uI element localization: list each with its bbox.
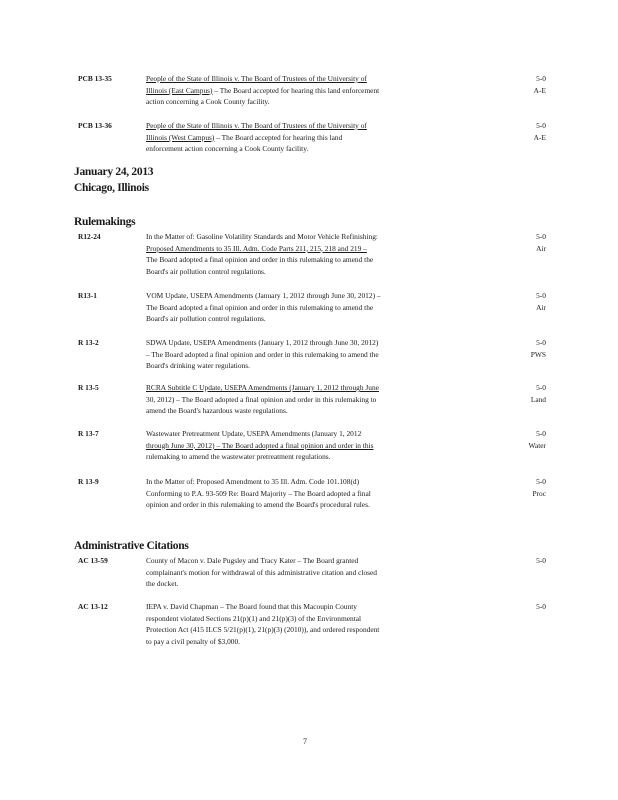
vote-count: 5-0 xyxy=(536,121,546,130)
citation-line: IEPA v. David Chapman – The Board found that this Macoupin County xyxy=(146,602,357,611)
vote-tally xyxy=(500,73,546,96)
case-line: enforcement action concerning a Cook County facility. xyxy=(146,144,309,154)
rulemaking-line: Board's air pollution control regulations. xyxy=(146,314,266,324)
docket-number: R 13-5 xyxy=(78,383,99,392)
vote-tally xyxy=(500,290,546,313)
rulemaking-description xyxy=(146,231,458,277)
docket-number: R 13-7 xyxy=(78,429,99,438)
vote-category: PWS xyxy=(530,349,546,359)
rulemaking-line: Proposed Amendments to 35 Ill. Adm. Code Parts 211, 215, 218 and 219 – xyxy=(146,243,367,253)
vote-tally xyxy=(500,428,546,451)
case-number: PCB 13-36 xyxy=(78,121,112,130)
vote-count: 5-0 xyxy=(536,602,546,611)
rulemaking-line: Board's drinking water regulations. xyxy=(146,361,250,371)
case-line: Illinois (West Campus) – The Board accepted for hearing this land xyxy=(146,132,343,142)
rulemaking-line: opinion and order in this rulemaking to amend the Board's procedural rules. xyxy=(146,500,370,510)
citation-description xyxy=(146,555,458,590)
rulemaking-description xyxy=(146,476,458,511)
section-heading-administrative-citations: Administrative Citations xyxy=(74,540,189,552)
case-line: People of the State of Illinois v. The Board of Trustees of the University of xyxy=(146,74,367,83)
section-heading-rulemakings: Rulemakings xyxy=(74,216,136,228)
rulemaking-description xyxy=(146,428,458,463)
rulemaking-description xyxy=(146,337,458,372)
meeting-date: January 24, 2013 xyxy=(74,166,154,178)
vote-count: 5-0 xyxy=(536,74,546,83)
citation-line: complainant's motion for withdrawal of this administrative citation and closed xyxy=(146,567,378,577)
citation-line: respondent violated Sections 21(p)(1) and 21(p)(3) of the Environmental xyxy=(146,613,362,623)
vote-category: Air xyxy=(536,302,546,312)
docket-number: R 13-9 xyxy=(78,477,99,486)
vote-tally xyxy=(500,231,546,254)
vote-count: 5-0 xyxy=(536,291,546,300)
vote-category: Air xyxy=(536,243,546,253)
rulemaking-line: Wastewater Pretreatment Update, USEPA Amendments (January 1, 2012 xyxy=(146,429,362,438)
citation-number: AC 13-12 xyxy=(78,602,108,611)
rulemaking-line: – The Board adopted a final opinion and order in this rulemaking to amend the xyxy=(146,349,379,359)
rulemaking-line: Conforming to P.A. 93-509 Re: Board Majority – The Board adopted a final xyxy=(146,488,371,498)
rulemaking-line: The Board adopted a final opinion and order in this rulemaking to amend the xyxy=(146,302,374,312)
rulemaking-line: In the Matter of: Gasoline Volatility Standards and Motor Vehicle Refinishing: xyxy=(146,232,378,241)
page-number: 7 xyxy=(303,737,307,746)
vote-category: Water xyxy=(528,440,546,450)
vote-category: A-E xyxy=(533,132,546,142)
rulemaking-line: In the Matter of: Proposed Amendment to 35 Ill. Adm. Code 101.108(d) xyxy=(146,477,360,486)
vote-tally xyxy=(500,555,546,567)
case-number: PCB 13-35 xyxy=(78,74,112,83)
rulemaking-line: Board's air pollution control regulations. xyxy=(146,266,266,276)
vote-count: 5-0 xyxy=(536,338,546,347)
docket-number: R 13-2 xyxy=(78,338,99,347)
vote-count: 5-0 xyxy=(536,383,546,392)
vote-tally xyxy=(500,601,546,613)
rulemaking-line: rulemaking to amend the wastewater pretreatment regulations. xyxy=(146,452,331,462)
vote-tally xyxy=(500,382,546,405)
rulemaking-description xyxy=(146,382,458,417)
vote-tally xyxy=(500,476,546,499)
vote-count: 5-0 xyxy=(536,477,546,486)
vote-count: 5-0 xyxy=(536,429,546,438)
case-line: People of the State of Illinois v. The Board of Trustees of the University of xyxy=(146,121,367,130)
rulemaking-line: RCRA Subtitle C Update, USEPA Amendments (January 1, 2012 through June xyxy=(146,383,379,392)
rulemaking-line: SDWA Update, USEPA Amendments (January 1, 2012 through June 30, 2012) xyxy=(146,338,379,347)
vote-category: A-E xyxy=(533,85,546,95)
meeting-place: Chicago, Illinois xyxy=(74,182,149,194)
citation-number: AC 13-59 xyxy=(78,556,108,565)
citation-line: County of Macon v. Dale Pugsley and Tracy Kater – The Board granted xyxy=(146,556,359,565)
citation-line: Protection Act (415 ILCS 5/21(p)(1), 21(p)(3) (2010)), and ordered respondent xyxy=(146,625,380,635)
rulemaking-line: amend the Board's hazardous waste regulations. xyxy=(146,406,288,416)
vote-tally xyxy=(500,337,546,360)
vote-count: 5-0 xyxy=(536,232,546,241)
citation-line: the docket. xyxy=(146,579,179,589)
rulemaking-line: 30, 2012) – The Board adopted a final opinion and order in this rulemaking to xyxy=(146,394,377,404)
case-line: action concerning a Cook County facility. xyxy=(146,97,270,107)
vote-tally xyxy=(500,120,546,143)
docket-number: R12-24 xyxy=(78,232,101,241)
vote-category: Land xyxy=(530,394,546,404)
rulemaking-line: VOM Update, USEPA Amendments (January 1, 2012 through June 30, 2012) – xyxy=(146,291,381,300)
rulemaking-line: The Board adopted a final opinion and order in this rulemaking to amend the xyxy=(146,255,374,265)
case-line: Illinois (East Campus) – The Board accepted for hearing this land enforcement xyxy=(146,85,380,95)
vote-category: Proc xyxy=(532,488,546,498)
case-description xyxy=(146,73,458,108)
citation-description xyxy=(146,601,458,647)
vote-count: 5-0 xyxy=(536,556,546,565)
rulemaking-line: through June 30, 2012) – The Board adopted a final opinion and order in this xyxy=(146,440,374,450)
rulemaking-description xyxy=(146,290,458,325)
docket-number: R13-1 xyxy=(78,291,97,300)
citation-line: to pay a civil penalty of $3,000. xyxy=(146,636,241,646)
case-description xyxy=(146,120,458,155)
